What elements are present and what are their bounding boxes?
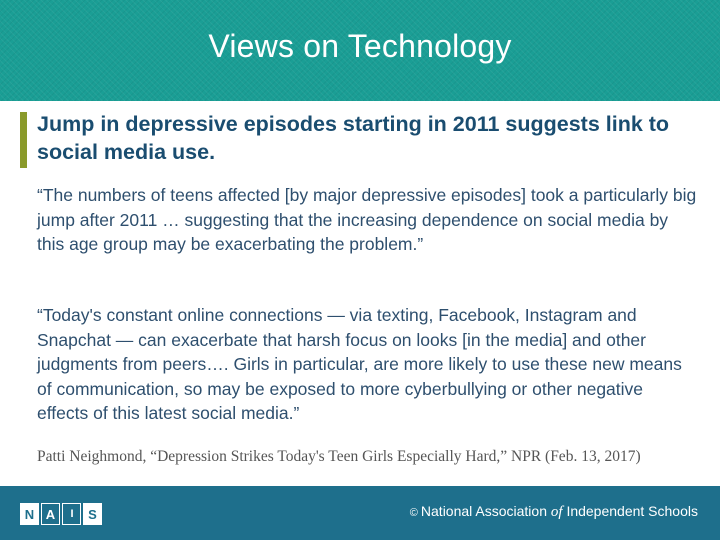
slide-header xyxy=(0,0,720,101)
quote-paragraph-2: “Today's constant online connections — via texting, Facebook, Instagram and Snapchat — can exacerbate that harsh focus on looks [in the media] and other judgments from peers…. Girls in particular, are more likely to use these new means of communication, so may be exposed to more cyberbullying or other negative effects of this latest social media.” xyxy=(37,305,682,423)
source-citation: Patti Neighmond, “Depression Strikes Today's Teen Girls Especially Hard,” NPR (Feb. 13, 2017) xyxy=(37,448,641,465)
slide-headline: Jump in depressive episodes starting in 2011 suggests link to social media use. xyxy=(37,112,670,164)
nais-logo xyxy=(20,503,104,525)
org-name-of: of xyxy=(550,504,563,520)
organization-name xyxy=(410,503,698,521)
slide-footer xyxy=(0,486,720,540)
logo-letter-a: A xyxy=(41,503,60,525)
headline-accent-bar xyxy=(20,112,27,168)
slide-title: Views on Technology xyxy=(208,28,512,64)
org-name-part2: Independent Schools xyxy=(566,503,698,519)
quote-paragraph-1: “The numbers of teens affected [by major depressive episodes] took a particularly big jump after 2011 … suggesting that the increasing dependence on social media by this age group may be exacerbating the problem.” xyxy=(37,185,697,254)
copyright-symbol: © xyxy=(409,507,418,519)
logo-letter-i: I xyxy=(62,503,81,525)
logo-letter-s: S xyxy=(83,503,102,525)
logo-letter-n: N xyxy=(20,503,39,525)
org-name-part1: National Association xyxy=(420,503,547,519)
